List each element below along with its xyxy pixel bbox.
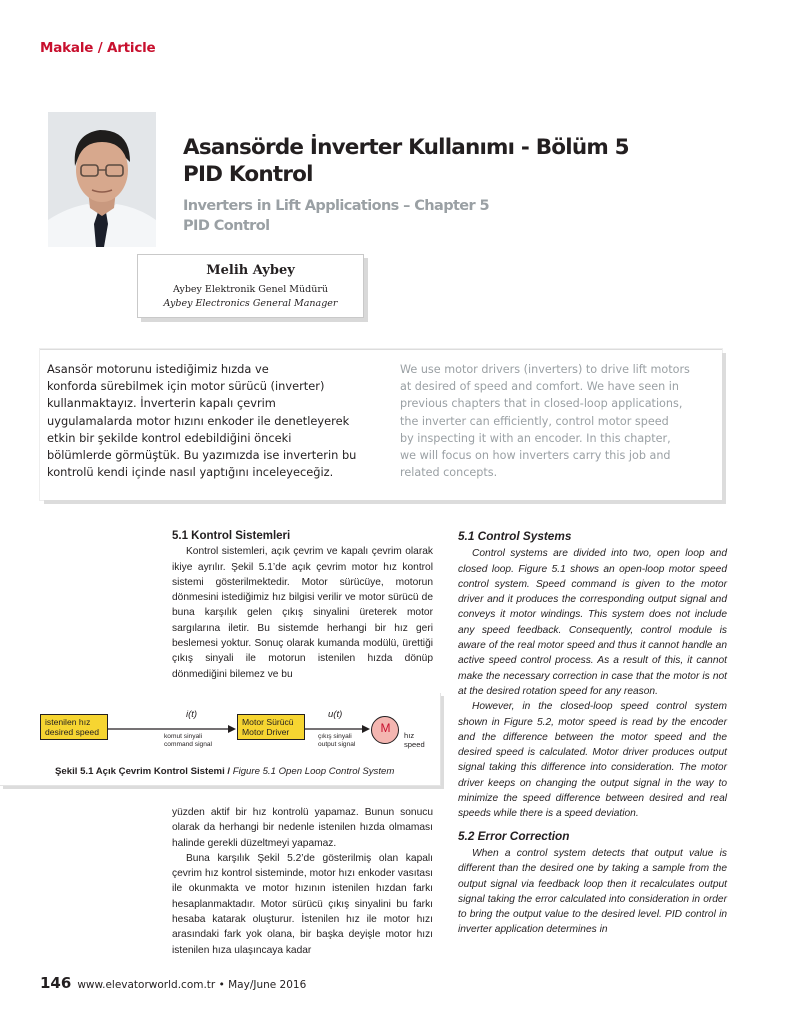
page-footer [40, 974, 440, 992]
caption-en: Figure 5.1 Open Loop Control System [232, 766, 395, 777]
intro-en-line: at desired of speed and comfort. We have seen in [400, 380, 679, 394]
signal-in-en: command signal [164, 740, 213, 748]
turkish-column-bottom [172, 805, 433, 958]
author-portrait-illustration [48, 112, 156, 247]
turkish-column-top [172, 529, 433, 682]
motor-driver-box [237, 714, 305, 740]
intro-english [400, 361, 718, 481]
intro-tr-line: uygulamalarda motor hızını enkoder ile denetleyerek [47, 413, 350, 428]
article-title [183, 134, 743, 188]
speed-desc [404, 731, 425, 749]
signal-out-desc [318, 733, 355, 748]
signal-in-desc [164, 733, 212, 748]
driver-tr: Motor Sürücü [242, 717, 294, 727]
intro-en-line: we will focus on how inverters carry this job and [400, 449, 671, 463]
intro-en-line: We use motor drivers (inverters) to drive lift motors [400, 363, 690, 376]
speed-tr: hız [404, 731, 415, 740]
subtitle-line-1: Inverters in Lift Applications – Chapter 5 [183, 198, 490, 214]
article-subtitle [183, 196, 743, 236]
intro-turkish [47, 361, 387, 481]
page-number: 146 [40, 974, 72, 992]
figure-caption [55, 766, 435, 777]
footer-info: www.elevatorworld.com.tr • May/June 2016 [77, 979, 307, 991]
intro-tr-line: konforda sürebilmek için motor sürücü (inverter) [47, 379, 325, 394]
signal-out-tr: çıkış sinyali [318, 733, 352, 740]
author-card [137, 254, 364, 318]
signal-out-en: output signal [318, 740, 356, 748]
paragraph: yüzden aktif bir hız kontrolü yapamaz. Bunun sonucu olarak da herhangi bir nedenle istenilen hızda olmaması halinde gerekli düzeltmeyi yapamaz. [172, 807, 433, 849]
paragraph: However, in the closed-loop speed control system shown in Figure 5.2, motor speed is read by the encoder and the difference between the motor speed and the desired speed is calculated. Motor driver produces output signal taking this difference into consideration. The motor driver keeps on changing the output signal in the way to minimize the speed difference between desired and real speeds while there is a speed deviation. [458, 701, 727, 820]
motor-label: M [380, 721, 391, 735]
intro-tr-line: kontrolü kendi içinde nasıl yaptığını inceleyeceğiz. [47, 465, 334, 480]
english-column [458, 529, 727, 938]
desired-speed-tr: istenilen hız [45, 717, 91, 727]
signal-out-label: u(t) [328, 709, 343, 720]
section-heading-en: 5.1 Control Systems [458, 529, 572, 543]
title-line-2: PID Kontrol [183, 162, 313, 187]
paragraph: When a control system detects that output value is different than the desired one by taking a sample from the output signal via feedback loop then it recalculates output signal taking the error calculated into consideration in order to bring the output value to the desired level. PID control in inverter application determines in [458, 847, 727, 936]
subtitle-line-2: PID Control [183, 218, 270, 234]
author-name: Melih Aybey [206, 263, 295, 278]
intro-tr-line: kullanmaktayız. İnverterin kapalı çevrim [47, 396, 276, 411]
intro-tr-line: etkin bir şekilde kontrol edebildiğini önceki [47, 430, 292, 445]
author-title-tr: Aybey Elektronik Genel Müdürü [172, 284, 328, 295]
driver-en: Motor Driver [242, 727, 290, 737]
intro-en-line: the inverter can efficiently, control motor speed [400, 414, 669, 428]
caption-tr: Şekil 5.1 Açık Çevrim Kontrol Sistemi / [55, 766, 233, 777]
signal-in-tr: komut sinyali [164, 733, 203, 740]
speed-en: speed [404, 740, 425, 749]
signal-in-label: i(t) [186, 709, 198, 720]
intro-tr-line: bölümlerde görmüştük. Bu yazımızda ise inverterin bu [47, 448, 357, 463]
section-heading-tr: 5.1 Kontrol Sistemleri [172, 530, 291, 542]
intro-en-line: related concepts. [400, 466, 498, 480]
desired-speed-en: desired speed [45, 727, 99, 737]
section-tag: Makale / Article [40, 40, 156, 56]
title-line-1: Asansörde İnverter Kullanımı - Bölüm 5 [183, 135, 629, 160]
paragraph: Buna karşılık Şekil 5.2’de gösterilmiş olan kapalı çevrim hız kontrol sisteminde, motor hızı enkoder vasıtası ile okunmakta ve motor hızının istenilen hızdan farkı hesaplanmaktadır. Motor sürücü çıkış sinyalini bu farkı hesaba katarak oluşturur. İstenilen hız ile motor hızı arasındaki fark yok olana, bir başka deyişle motor hızı istenilen hıza ulaşıncaya kadar [172, 852, 433, 956]
intro-tr-line: Asansör motorunu istediğimiz hızda ve [47, 362, 269, 376]
author-photo [48, 112, 156, 247]
paragraph: Kontrol sistemleri, açık çevrim ve kapalı çevrim olarak ikiye ayrılır. Şekil 5.1’de açık çevrim motor hız kontrol sistemi gösterilmektedir. Motor sürücüye, motorun dönmesini istediğimiz hız bilgisi verilir ve motor sürücü de buna karşılık gelen çıkış sinyalini üreterek motor sargılarına iletir. Bu sistemde herhangi bir hız geri beslemesi yoktur. Sonuç olarak kumanda modülü, ürettiği çıkış sinyali ile motorun istenilen hızda dönüp dönmediğini bilemez ve bu [172, 546, 433, 680]
section-heading-en: 5.2 Error Correction [458, 828, 570, 843]
paragraph: Control systems are divided into two, open loop and closed loop. Figure 5.1 shows an open-loop motor speed control system. Speed command is given to the motor driver and it produces the corresponding output signal and conveys it motor windings. This system does not include any speed feedback. Consequently, control module is aware of the real motor speed and thus it cannot handle an active speed control process. As a result of this, it cannot make the necessary correction in case that the motor is not at the desired rotation speed for any reason. [458, 548, 727, 697]
intro-en-line: by inspecting it with an encoder. In this chapter, [400, 431, 671, 445]
intro-en-line: previous chapters that in closed-loop applications, [400, 397, 683, 411]
author-title-en: Aybey Electronics General Manager [163, 298, 338, 309]
